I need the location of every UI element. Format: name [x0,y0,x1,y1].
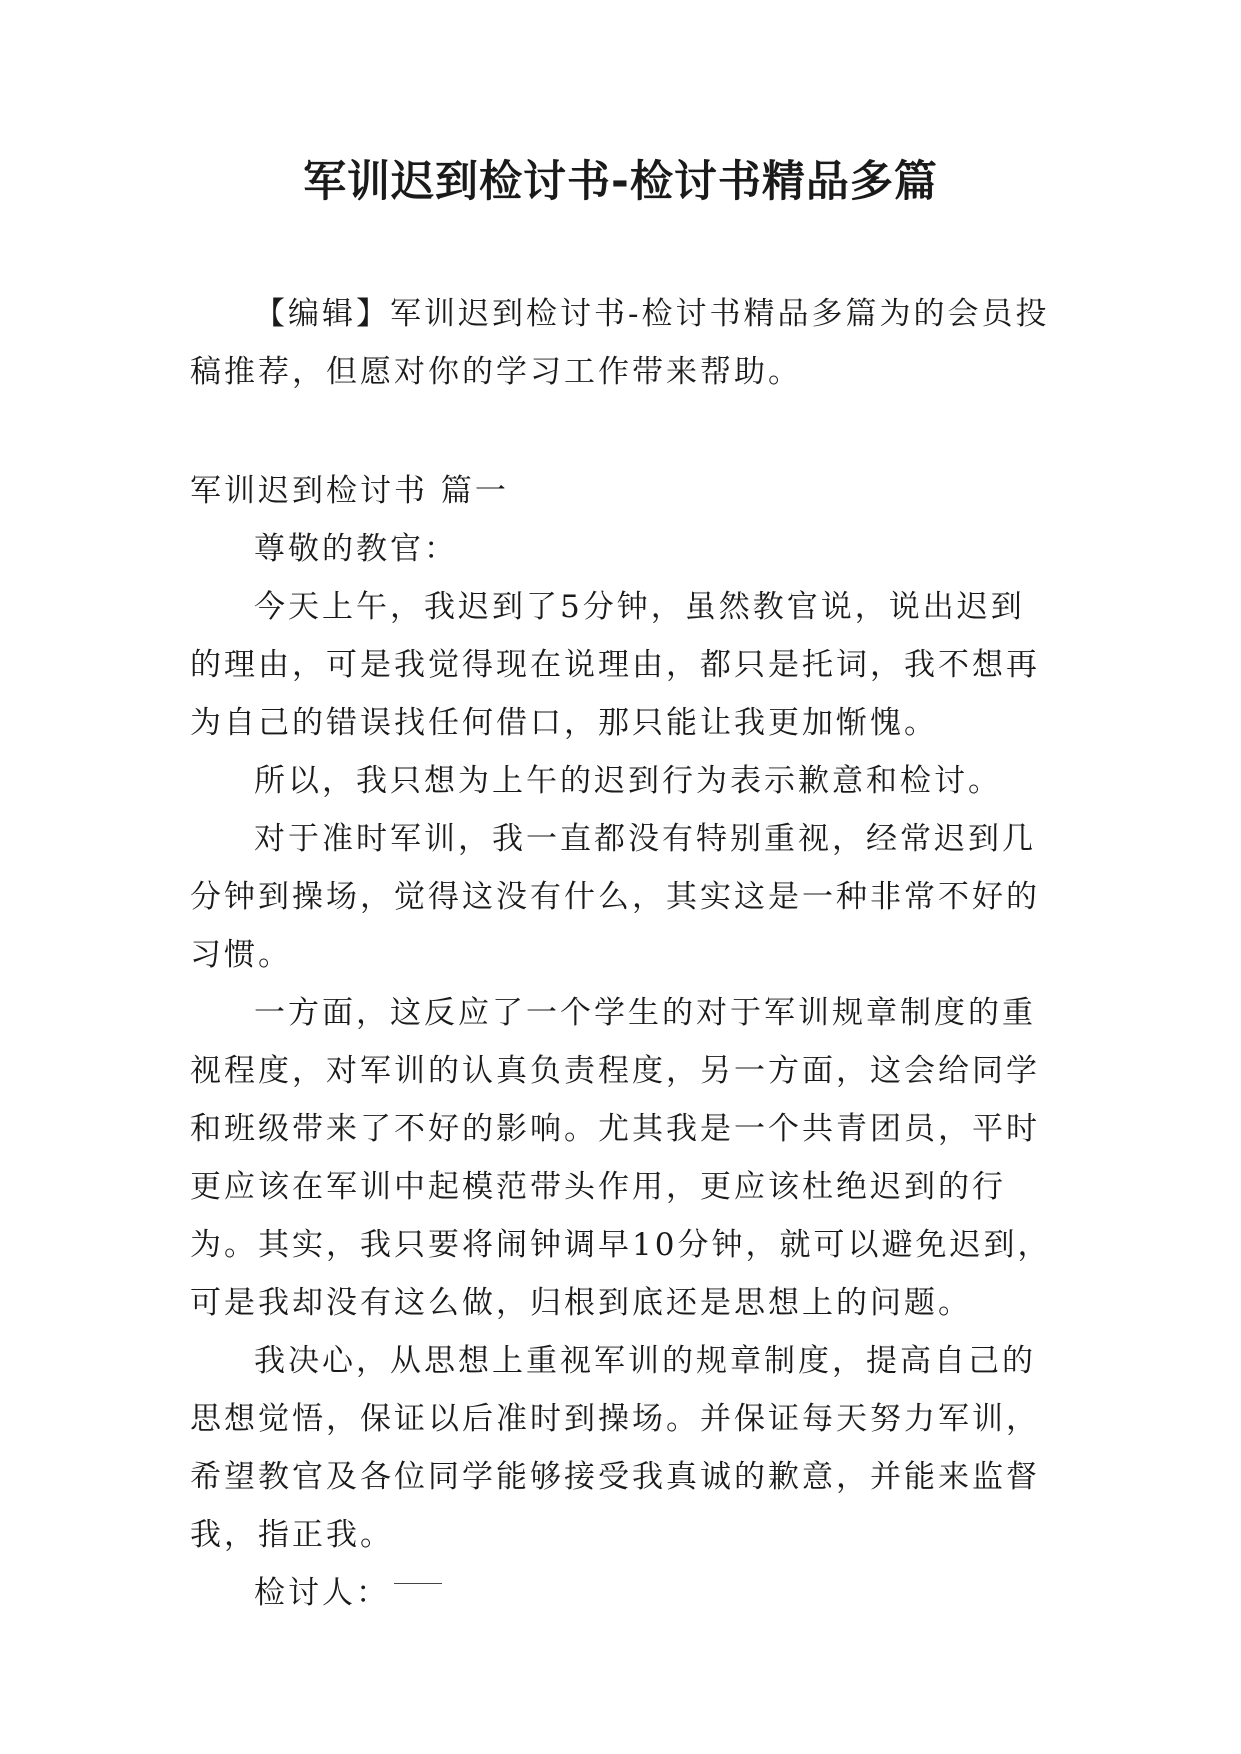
body-paragraph-1: 今天上午，我迟到了5分钟，虽然教官说，说出迟到的理由，可是我觉得现在说理由，都只是托词，我不想再为自己的错误找任何借口，那只能让我更加惭愧。 [190,589,1040,741]
salutation: 尊敬的教官： [254,531,458,567]
article-body [190,462,1055,1622]
document-title: 军训迟到检讨书-检讨书精品多篇 [303,157,938,207]
intro-paragraph: 【编辑】军训迟到检讨书-检讨书精品多篇为的会员投稿推荐，但愿对你的学习工作带来帮助。 [190,296,1050,390]
body-paragraph-2: 所以，我只想为上午的迟到行为表示歉意和检讨。 [254,763,1002,799]
signature-line [190,1564,1055,1622]
signature-label: 检讨人： [254,1575,390,1611]
intro-block [190,285,1055,401]
body-paragraph-4: 一方面，这反应了一个学生的对于军训规章制度的重视程度，对军训的认真负责程度，另一方面，这会给同学和班级带来了不好的影响。尤其我是一个共青团员，平时更应该在军训中起模范带头作用，更应该杜绝迟到的行为。其实，我只要将闹钟调早10分钟，就可以避免迟到，可是我却没有这么做，归根到底还是思想上的问题。 [190,995,1052,1321]
body-paragraph-3: 对于准时军训，我一直都没有特别重视，经常迟到几分钟到操场，觉得这没有什么，其实这是一种非常不好的习惯。 [190,821,1040,973]
section-heading: 军训迟到检讨书 篇一 [190,473,509,509]
body-paragraph-5: 我决心，从思想上重视军训的规章制度，提高自己的思想觉悟，保证以后准时到操场。并保证每天努力军训，希望教官及各位同学能够接受我真诚的歉意，并能来监督我，指正我。 [190,1343,1040,1553]
signature-blank [394,1579,442,1584]
